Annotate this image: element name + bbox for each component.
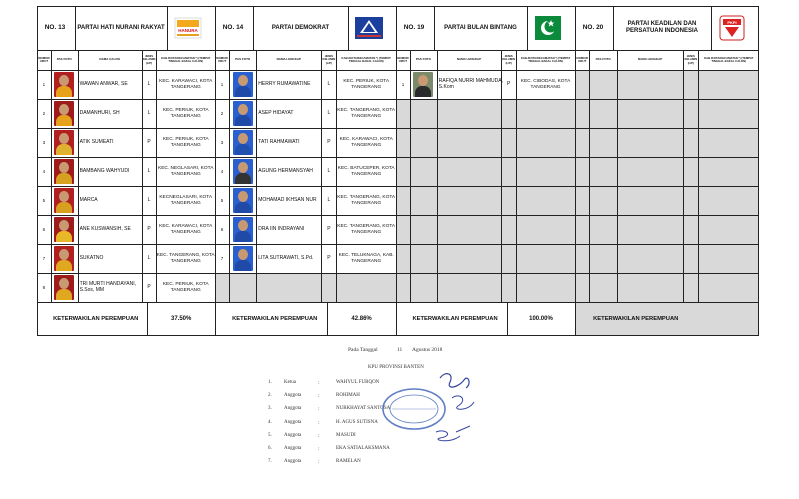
candidate-photo [54,246,74,271]
candidate-area: KEC. KARAWACI, KOTA TANGERANG [159,223,213,235]
header-area: KAB./KOTA/KECAMATAN *) (TEMPAT TINGGAL BAKAL CALON) [520,55,571,63]
grid-line [683,50,684,302]
grid-line [37,6,38,336]
colon: : [318,406,320,413]
header-name: NAMA CALON [99,57,120,62]
grid-line [613,6,614,50]
candidate-gender: L [327,167,331,174]
candidate-name: TATI RAHMAWATI [258,138,300,145]
grid-line [37,6,759,7]
colon: : [318,393,320,400]
candidate-area: KEC. TANGERANG, KOTA TANGERANG [156,252,215,264]
grid-line [37,215,759,216]
women-representation-label: KETERWAKILAN PEREMPUAN [593,315,679,322]
grid-line [396,6,397,336]
candidate-photo [54,101,74,126]
candidate-photo [233,72,253,97]
women-representation-percent: 100.00% [529,315,553,322]
grid-line [253,6,254,50]
grid-line [516,50,517,302]
member-name: NURKHAYAT SANTOSA [336,406,391,412]
grid-line [575,6,576,336]
candidate-name: SUKATNO [79,254,104,261]
candidate-gender: P [147,225,151,232]
grid-line [142,50,143,302]
party-name: PARTAI KEADILAN DAN PERSATUAN INDONESIA [626,21,698,34]
member-number: 6. [268,446,272,451]
candidate-gender: L [327,196,331,203]
svg-text:PKPI: PKPI [727,20,737,25]
member-role: Ketua [284,380,296,385]
header-no: NOMOR URUT [216,55,228,63]
org-name: KPU PROVINSI BANTEN [368,365,424,370]
candidate-photo [233,101,253,126]
grid-line [711,6,712,50]
member-name: ROHIMAH [336,393,360,399]
candidate-name: HERRY RUMAWATINE [258,80,311,87]
candidate-number: 7 [220,255,224,261]
candidate-name: AGUNG HERMANSYAH [258,167,313,174]
member-number: 7. [268,459,272,465]
member-number: 3. [268,406,272,412]
grid-line [321,50,322,302]
grid-line [348,6,349,50]
empty-row [396,186,575,215]
candidate-area: KEC. PERIUK, KOTA TANGERANG [162,281,209,293]
candidate-number: 7 [42,255,46,261]
header-gender: JENIS KELAMIN (L/P) [322,54,336,65]
candidate-number: 2 [42,110,46,116]
candidate-photo [413,72,433,97]
colon: : [318,419,320,426]
grid-line [327,302,328,336]
empty-row [575,157,759,186]
empty-row [575,244,759,273]
colon: : [318,459,320,466]
grid-line [51,50,52,302]
empty-row [396,128,575,157]
grid-line [37,50,759,51]
grid-line [37,99,759,100]
grid-line [527,6,528,50]
candidate-photo [233,188,253,213]
colon: : [318,380,320,386]
date-month-year: Agustus 2018 [412,347,443,353]
party-number: NO. 19 [403,24,425,32]
member-role: Anggota [284,419,302,425]
empty-row [396,215,575,244]
colon: : [318,446,320,452]
candidate-gender: P [147,138,151,145]
grid-line [507,302,508,336]
party-number: NO. 14 [222,24,244,32]
grid-line [501,50,502,302]
empty-row [396,244,575,273]
header-area: KAB./KOTA/KECAMATAN *) (TEMPAT TINGGAL BAKAL CALON) [704,55,754,63]
candidate-area: KECNEGLASARI, KOTA TANGERANG [159,194,213,206]
candidate-name: ATIK SUMEATI [79,138,114,145]
date-day: 11 [397,347,403,353]
member-number: 4. [268,419,272,425]
candidate-photo [233,159,253,184]
pbb-logo [533,15,563,41]
grid-line [75,6,76,50]
candidate-number: 3 [42,139,46,145]
header-photo: PAS FOTO [415,57,431,62]
women-representation-percent: 37.50% [170,315,192,322]
candidate-gender: P [147,283,151,290]
member-name: MASUDI [336,432,356,438]
empty-row [575,273,759,302]
candidate-gender: P [327,225,331,232]
grid-line [758,6,759,336]
candidate-number: 6 [220,226,224,232]
header-photo: PAS FOTO [595,57,611,62]
candidate-number: 3 [220,139,224,145]
candidate-name: WAWAN ANWAR, SE [79,80,128,87]
candidate-photo [54,188,74,213]
grid-line [37,186,759,187]
candidate-photo [233,217,253,242]
header-gender: JENIS KELAMIN (L/P) [142,54,156,65]
candidate-area: KEC. TANGERANG, KOTA TANGERANG [337,107,396,119]
header-no: NOMOR URUT [576,55,588,63]
candidate-area: KEC. BATUCEPER, KOTA TANGERANG [337,165,395,177]
candidate-photo [54,159,74,184]
candidate-gender: L [147,80,151,87]
candidate-area: KEC. TANGERANG, KOTA TANGERANG [337,194,396,206]
candidate-name: DRA IIN INDRAYANI [258,225,305,232]
party-name: PARTAI BULAN BINTANG [444,24,517,31]
member-role: Anggota [284,446,302,451]
candidate-number: 4 [42,168,46,174]
candidate-photo [54,275,74,300]
candidate-name: ASEP HIDAYAT [258,109,294,116]
party-name: PARTAI DEMOKRAT [271,24,330,31]
grid-line [410,50,411,302]
candidate-area: KEC. KARAWACI, KOTA TANGERANG [159,78,213,90]
candidate-name: BAMBANG WAHYUDI [79,167,130,174]
demokrat-logo [354,15,384,41]
candidate-area: KEC. TANGERANG, KOTA TANGERANG [337,223,396,235]
grid-line [434,6,435,50]
candidate-number: 8 [42,284,46,290]
member-role: Anggota [284,432,302,438]
grid-line [215,6,216,336]
grid-line [167,6,168,50]
candidate-number: 6 [42,226,46,232]
candidate-number: 4 [220,168,224,174]
grid-line [37,70,759,71]
grid-line [336,50,337,302]
grid-line [698,50,699,302]
header-name: NAMA LENGKAP [276,57,302,62]
date-label: Pada Tanggal [348,347,378,353]
empty-row [575,215,759,244]
candidate-number: 5 [220,197,224,203]
candidate-number: 5 [42,197,46,203]
candidate-gender: L [327,80,331,87]
candidate-name: MARCA [79,196,98,203]
svg-text:HANURA: HANURA [178,28,198,33]
candidate-area: KEC. TELUKNAGA, KAB. TANGERANG [338,252,394,264]
grid-line [256,50,257,302]
candidate-gender: L [147,109,151,116]
header-gender: JENIS KELAMIN (L/P) [502,54,516,65]
header-photo: PAS FOTO [56,57,72,62]
header-no: NOMOR URUT [397,55,409,63]
member-number: 1. [268,380,272,385]
pkpi-logo [717,15,747,41]
candidate-gender: P [507,80,511,87]
candidate-photo [54,130,74,155]
colon: : [318,432,320,439]
grid-line [37,302,759,303]
party-name: PARTAI HATI NURANI RAKYAT [77,24,165,31]
grid-line [37,128,759,129]
candidate-area: KEC. CIBODAS, KOTA TANGERANG [520,78,571,90]
candidate-number: 1 [220,81,224,87]
candidate-photo [233,130,253,155]
grid-line [229,50,230,302]
header-name: NAMA LENGKAP [637,57,663,62]
candidate-area: KEC. KARAWACI, KOTA TANGERANG [339,136,393,148]
grid-line [37,157,759,158]
grid-line [437,50,438,302]
member-name: H. AGUS SUTISNA [336,419,378,425]
header-photo: PAS FOTO [235,57,251,62]
member-number: 2. [268,393,272,399]
candidate-gender: P [327,138,331,145]
candidate-area: KEC. PERIUK, KOTA TANGERANG [343,78,390,90]
empty-row [215,273,396,302]
candidate-photo [54,72,74,97]
candidate-number: 1 [401,81,405,87]
member-name: WAHYUL FURQON [336,380,380,385]
party-number: NO. 13 [44,24,66,32]
member-name: RAMELAN [336,459,361,465]
candidate-photo [233,246,253,271]
empty-row [575,99,759,128]
women-representation-label: KETERWAKILAN PEREMPUAN [53,315,139,322]
empty-row [575,186,759,215]
hanura-logo [173,15,203,41]
member-role: Anggota [284,393,302,399]
candidate-name: MOHAMAD IKHSAN NUR [258,196,317,203]
candidate-name: DAMANHURI, SH [79,109,120,116]
grid-line [617,50,618,302]
member-role: Anggota [284,406,302,412]
empty-row [575,70,759,99]
candidate-photo [54,217,74,242]
grid-line [37,335,759,336]
member-number: 5. [268,432,272,438]
candidate-area: KEC. NEGLASARI, KOTA TANGERANG [158,165,214,177]
empty-row [575,128,759,157]
grid-line [147,302,148,336]
member-name: EKA SATIALAKSMANA [336,446,390,451]
candidate-gender: L [327,109,331,116]
header-no: NOMOR URUT [38,55,50,63]
header-gender: JENIS KELAMIN (L/P) [684,54,698,65]
candidate-name: TRI MURTI HANDAYANI, S.Sos, MM [79,280,136,293]
empty-row [396,157,575,186]
candidate-name: ANE KUSWANSIH, SE [79,225,131,232]
candidate-gender: P [327,254,331,261]
header-area: KAB./KOTA/KECAMATAN *) (TEMPAT TINGGAL BAKAL CALON) [341,55,391,63]
grid-line [37,273,759,274]
empty-row [396,273,575,302]
grid-line [589,50,590,302]
candidate-number: 2 [220,110,224,116]
member-role: Anggota [284,459,302,465]
header-area: KAB./KOTA/KECAMATAN *) (TEMPAT TINGGAL BAKAL CALON) [161,55,211,63]
empty-row [396,99,575,128]
candidate-number: 1 [42,81,46,87]
grid-line [78,50,79,302]
candidate-area: KEC. PERIUK, KOTA TANGERANG [162,136,209,148]
grid-line [37,244,759,245]
party-number: NO. 20 [582,24,604,32]
candidate-table [37,6,759,336]
header-name: NAMA LENGKAP [456,57,482,62]
candidate-name: RAFIQA NURRI MAHMUDA, S.Kom [438,77,503,90]
grid-line [156,50,157,302]
women-representation-percent: 42.86% [351,315,372,322]
candidate-area: KEC. PERIUK, KOTA TANGERANG [162,107,209,119]
women-representation-label: KETERWAKILAN PEREMPUAN [232,315,318,322]
candidate-gender: L [147,196,151,203]
women-representation-label: KETERWAKILAN PEREMPUAN [412,315,498,322]
candidate-gender: L [147,167,151,174]
candidate-gender: L [147,254,151,261]
candidate-name: LITA SUTRAWATI, S.Pd. [258,254,314,261]
